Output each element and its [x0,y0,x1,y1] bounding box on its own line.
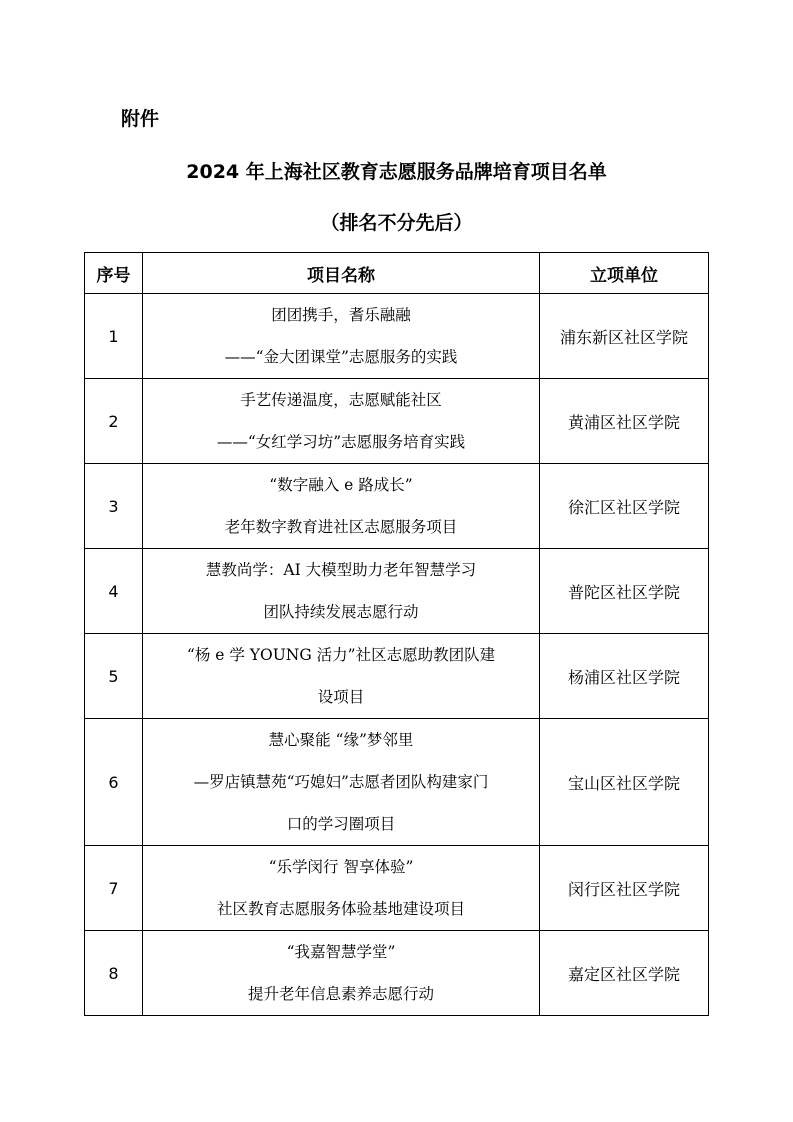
project-name-line: 团队持续发展志愿行动 [263,603,419,621]
row-no: 4 [85,549,143,634]
project-name-line: 慧教尚学：AI 大模型助力老年智慧学习 [205,561,477,579]
project-name-line: 慧心聚能 “缘”梦邻里 [268,731,414,749]
table-row [85,379,709,464]
row-unit: 徐汇区社区学院 [540,464,709,549]
attachment-label: 附件 [121,108,160,130]
project-name-line: 手艺传递温度，志愿赋能社区 [240,391,442,409]
row-unit: 杨浦区社区学院 [540,634,709,719]
row-project-name [143,846,540,931]
row-unit: 黄浦区社区学院 [540,379,709,464]
row-unit: 闵行区社区学院 [540,846,709,931]
header-no: 序号 [85,253,143,294]
table-row [85,719,709,846]
row-project-name [143,634,540,719]
table-row [85,464,709,549]
table-row [85,846,709,931]
table-row [85,931,709,1016]
project-name-line: “数字融入 e 路成长” [269,476,413,494]
row-project-name [143,549,540,634]
project-list-table [84,252,709,1016]
table-row [85,549,709,634]
row-no: 2 [85,379,143,464]
document-subtitle: （排名不分先后） [320,212,473,234]
project-name-line: 团团携手，耆乐融融 [271,306,411,324]
row-unit: 普陀区社区学院 [540,549,709,634]
table-row [85,294,709,379]
table-row [85,634,709,719]
project-name-line: —罗店镇慧苑“巧媳妇”志愿者团队构建家门 [193,773,489,791]
project-name-line: 提升老年信息素养志愿行动 [247,985,434,1003]
row-project-name [143,931,540,1016]
row-no: 3 [85,464,143,549]
row-no: 6 [85,719,143,846]
project-name-line: 口的学习圈项目 [286,815,396,833]
project-name-line: “杨 e 学 YOUNG 活力”社区志愿助教团队建 [186,646,496,664]
project-name-line: 社区教育志愿服务体验基地建设项目 [216,900,465,918]
row-project-name [143,379,540,464]
row-project-name [143,719,540,846]
project-name-line: 老年数字教育进社区志愿服务项目 [224,518,458,536]
header-name: 项目名称 [143,253,540,294]
header-unit: 立项单位 [540,253,709,294]
row-no: 1 [85,294,143,379]
row-unit: 嘉定区社区学院 [540,931,709,1016]
document-title: 2024 年上海社区教育志愿服务品牌培育项目名单 [186,161,607,183]
project-name-line: 设项目 [317,688,365,706]
row-unit: 浦东新区社区学院 [540,294,709,379]
row-no: 5 [85,634,143,719]
row-project-name [143,294,540,379]
row-no: 7 [85,846,143,931]
row-project-name [143,464,540,549]
row-no: 8 [85,931,143,1016]
project-name-line: “我嘉智慧学堂” [286,943,396,961]
project-name-line: “乐学闵行 智享体验” [268,858,414,876]
table-header-row [85,253,709,294]
project-name-line: ——“女红学习坊”志愿服务培育实践 [216,433,466,451]
row-unit: 宝山区社区学院 [540,719,709,846]
project-name-line: ——“金大团课堂”志愿服务的实践 [224,348,458,366]
